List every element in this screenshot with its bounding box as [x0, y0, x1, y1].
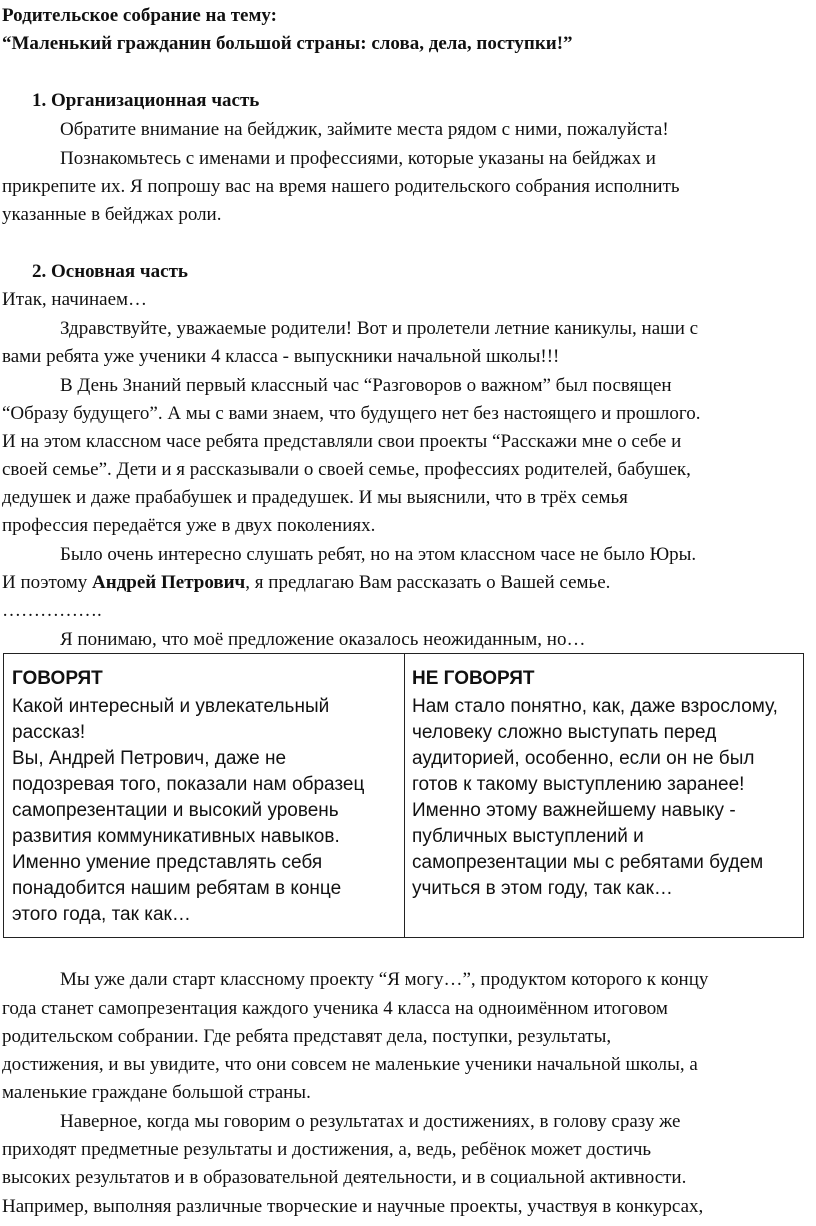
section-1-heading: 1. Организационная часть — [32, 90, 260, 111]
section-2-line: профессия передаётся уже в двух поколениях. — [2, 515, 376, 536]
section-2-line: “Образу будущего”. А мы с вами знаем, что будущего нет без настоящего и прошлого. — [2, 403, 701, 424]
invite-name: Андрей Петрович — [92, 572, 246, 593]
section-1-line: прикрепите их. Я попрошу вас на время нашего родительского собрания исполнить — [2, 176, 680, 197]
table-cell-line: развития коммуникативных навыков. — [12, 826, 340, 847]
table-cell-line: этого года, так как… — [12, 904, 191, 925]
closing-line: маленькие граждане большой страны. — [2, 1082, 311, 1103]
closing-line: приходят предметные результаты и достижения, а, ведь, ребёнок может достичь — [2, 1139, 652, 1160]
section-2-line: дедушек и даже прабабушек и прадедушек. И мы выяснили, что в трёх семья — [2, 487, 628, 508]
closing-line: Наверное, когда мы говорим о результатах и достижениях, в голову сразу же — [60, 1111, 681, 1132]
invite-post: , я предлагаю Вам рассказать о Вашей семье. — [245, 572, 611, 593]
title-line-2: “Маленький гражданин большой страны: слова, дела, поступки!” — [2, 33, 573, 54]
section-1-line: указанные в бейджах роли. — [2, 204, 222, 225]
invite-line — [2, 569, 814, 597]
table-divider — [404, 654, 405, 937]
section-2-line: Здравствуйте, уважаемые родители! Вот и пролетели летние каникулы, наши с — [60, 318, 699, 339]
table-cell-line: аудиторией, особенно, если он не был — [412, 748, 755, 769]
table-cell-line: публичных выступлений и — [412, 826, 644, 847]
table-cell-line: Именно умение представлять себя — [12, 852, 323, 873]
table-cell-line: понадобится нашим ребятам в конце — [12, 878, 342, 899]
table-cell-line: подозревая того, показали нам образец — [12, 774, 365, 795]
section-2-line: своей семье”. Дети и я рассказывали о своей семье, профессиях родителей, бабушек, — [2, 459, 691, 480]
table-cell-govoryat — [12, 666, 397, 928]
table-cell-line: Нам стало понятно, как, даже взрослому, — [412, 696, 778, 717]
section-1-line: Обратите внимание на бейджик, займите места рядом с ними, пожалуйста! — [60, 119, 669, 140]
table-cell-line: самопрезентации мы с ребятами будем — [412, 852, 764, 873]
closing-line: года станет самопрезентация каждого ученика 4 класса на одноимённом итоговом — [2, 998, 668, 1019]
closing-line: Например, выполняя различные творческие и научные проекты, участвуя в конкурсах, — [2, 1196, 704, 1217]
table-cell-line: Вы, Андрей Петрович, даже не — [12, 748, 287, 769]
table-cell-line: человеку сложно выступать перед — [412, 722, 717, 743]
closing-line: родительском собрании. Где ребята представят дела, поступки, результаты, — [2, 1026, 612, 1047]
table-cell-line: Именно этому важнейшему навыку - — [412, 800, 736, 821]
section-1-line: Познакомьтесь с именами и профессиями, которые указаны на бейджах и — [60, 148, 656, 169]
section-2-line: Было очень интересно слушать ребят, но на этом классном часе не было Юры. — [60, 544, 697, 565]
section-2-heading: 2. Основная часть — [32, 261, 188, 282]
section-2-line: В День Знаний первый классный час “Разговоров о важном” был посвящен — [60, 375, 672, 396]
table-cell-line: рассказ! — [12, 722, 86, 743]
closing-line: достижения, и вы увидите, что они совсем не маленькие ученики начальной школы, а — [2, 1054, 698, 1075]
ellipsis-dots: ……………. — [2, 600, 102, 621]
table-cell-ne-govoryat — [412, 666, 800, 902]
table-cell-line: учиться в этом году, так как… — [412, 878, 673, 899]
table-cell-line: готов к такому выступлению заранее! — [412, 774, 745, 795]
title-line-1: Родительское собрание на тему: — [2, 5, 277, 26]
table-cell-line: самопрезентации и высокий уровень — [12, 800, 339, 821]
table-heading-ne-govoryat: НЕ ГОВОРЯТ — [412, 668, 535, 689]
invite-pre: И поэтому — [2, 572, 92, 593]
table-heading-govoryat: ГОВОРЯТ — [12, 668, 103, 689]
closing-line: высоких результатов и в образовательной деятельности, и в социальной активности. — [2, 1167, 687, 1188]
table-cell-line: Какой интересный и увлекательный — [12, 696, 330, 717]
comparison-table — [3, 653, 804, 938]
section-2-line: вами ребята уже ученики 4 класса - выпускники начальной школы!!! — [2, 346, 560, 367]
closing-line: Мы уже дали старт классному проекту “Я могу…”, продуктом которого к концу — [60, 969, 709, 990]
understand-line: Я понимаю, что моё предложение оказалось неожиданным, но… — [60, 629, 586, 650]
section-2-line: И на этом классном часе ребята представляли свои проекты “Расскажи мне о себе и — [2, 431, 682, 452]
section-2-intro: Итак, начинаем… — [2, 289, 148, 310]
